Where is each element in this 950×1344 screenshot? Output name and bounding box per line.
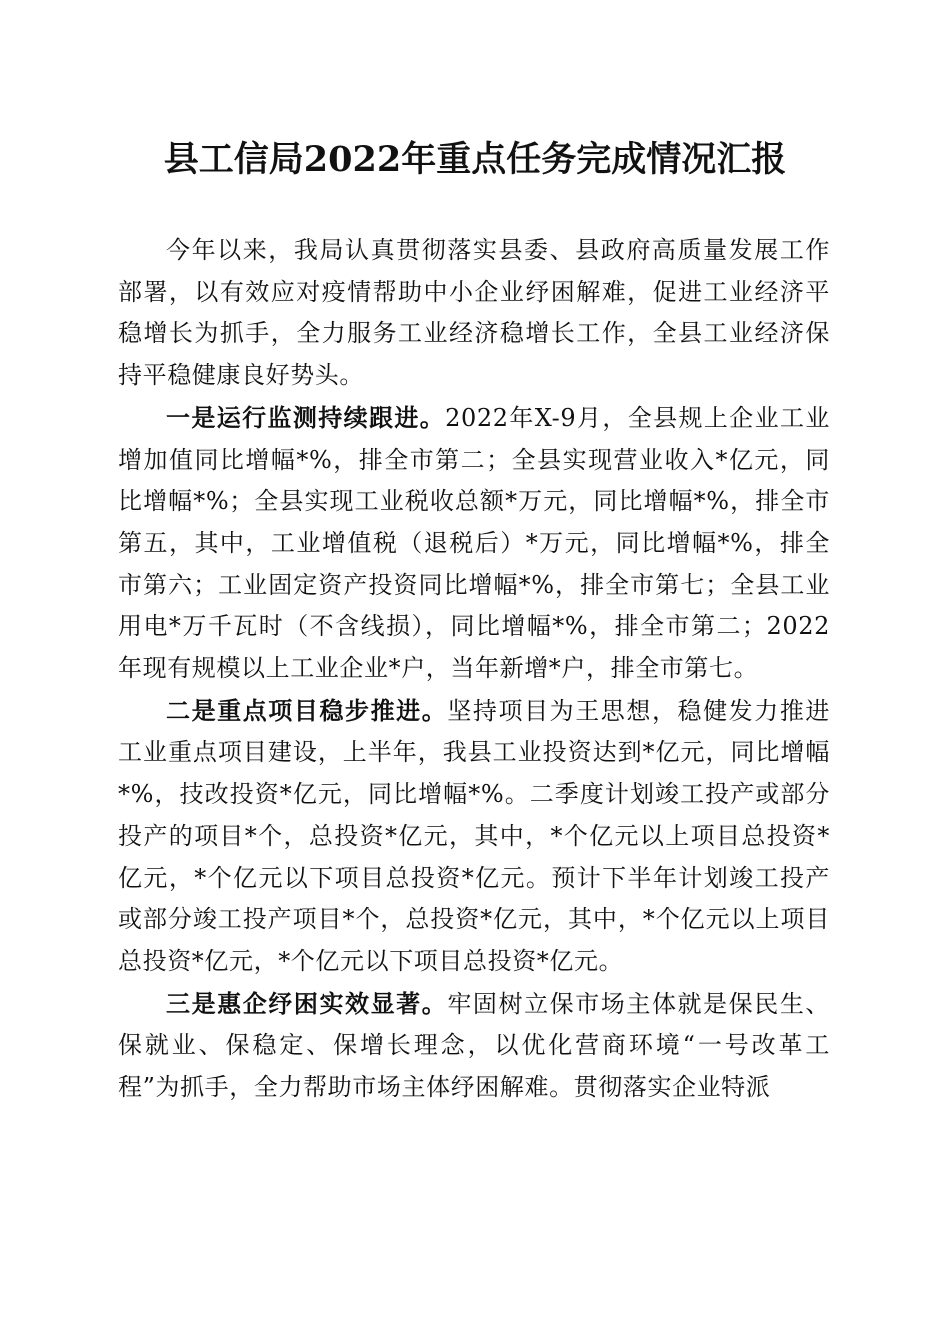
paragraph-lead: 一是运行监测持续跟进。 (166, 402, 446, 432)
paragraph-lead: 三是惠企纾困实效显著。 (166, 988, 448, 1018)
document-title: 县工信局2022年重点任务完成情况汇报 (163, 139, 787, 180)
paragraph-lead: 二是重点项目稳步推进。 (166, 695, 448, 725)
paragraph-intro (118, 229, 830, 397)
paragraph-text: 今年以来，我局认真贯彻落实县委、县政府高质量发展工作部署，以有效应对疫情帮助中小企业纾困解难，促进工业经济平稳增长为抓手，全力服务工业经济稳增长工作，全县工业经济保持平稳健康良好势头。 (118, 236, 830, 390)
paragraph-enterprise-relief (118, 983, 830, 1109)
document-body (118, 229, 830, 1109)
paragraph-text: 2022年X-9月，全县规上企业工业增加值同比增幅*%，排全市第二；全县实现营业收入*亿元，同比增幅*%；全县实现工业税收总额*万元，同比增幅*%，排全市第五，其中，工业增值税（退税后）*万元，同比增幅*%，排全市第六；工业固定资产投资同比增幅*%，排全市第七；全县工业用电*万千瓦时（不含线损），同比增幅*%，排全市第二；2022年现有规模以上工业企业*户，当年新增*户，排全市第七。 (118, 403, 830, 683)
paragraph-monitoring (118, 397, 830, 690)
paragraph-text: 牢固树立保市场主体就是保民生、保就业、保稳定、保增长理念，以优化营商环境“一号改革工程”为抓手，全力帮助市场主体纾困解难。贯彻落实企业特派 (118, 989, 831, 1102)
paragraph-text: 坚持项目为王思想，稳健发力推进工业重点项目建设，上半年，我县工业投资达到*亿元，同比增幅*%，技改投资*亿元，同比增幅*%。二季度计划竣工投产或部分投产的项目*个，总投资*亿元，其中，*个亿元以上项目总投资*亿元，*个亿元以下项目总投资*亿元。预计下半年计划竣工投产或部分竣工投产项目*个，总投资*亿元，其中，*个亿元以上项目总投资*亿元，*个亿元以下项目总投资*亿元。 (118, 696, 831, 975)
paragraph-key-projects (118, 690, 830, 983)
